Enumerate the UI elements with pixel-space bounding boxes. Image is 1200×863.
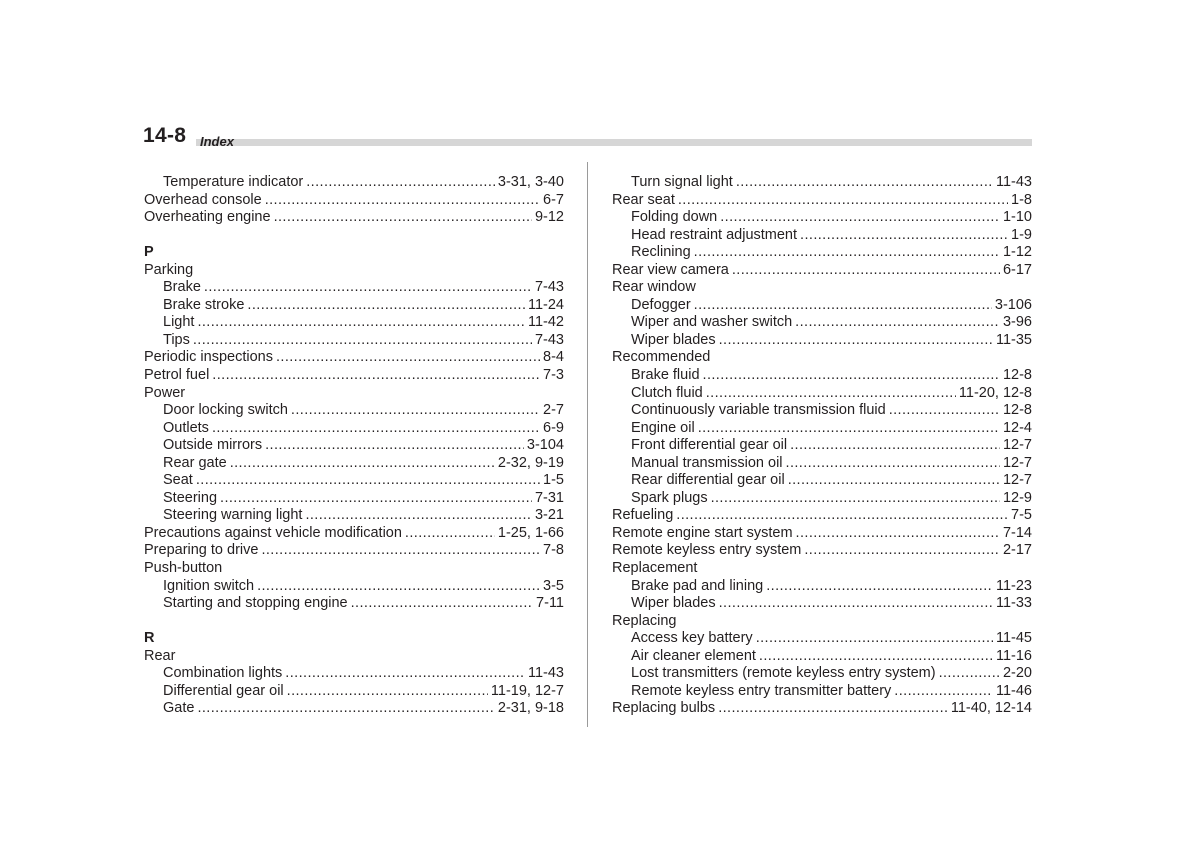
index-subentry — [612, 297, 1032, 315]
index-column-left — [144, 174, 564, 718]
index-spacer — [144, 227, 564, 245]
index-page-ref: 2-20 — [1002, 665, 1032, 682]
index-page-ref: 7-43 — [534, 331, 564, 348]
index-term: Rear differential gear oil — [631, 472, 785, 489]
page-number: 14-8 — [143, 124, 187, 147]
index-page-ref: 12-7 — [1002, 472, 1032, 489]
index-subentry — [612, 314, 1032, 332]
index-page-ref: 3-21 — [534, 507, 564, 524]
index-page-ref: 11-24 — [527, 296, 564, 313]
dot-leader — [230, 455, 495, 473]
index-entry — [144, 209, 564, 227]
dot-leader — [274, 209, 532, 227]
index-term: Brake pad and lining — [631, 577, 764, 594]
index-entry — [612, 279, 1032, 297]
dot-leader — [212, 367, 540, 385]
index-term: Recommended — [612, 349, 711, 366]
index-entry — [144, 367, 564, 385]
index-letter: P — [144, 244, 154, 261]
index-entry — [612, 700, 1032, 718]
index-term: Wiper and washer switch — [631, 314, 793, 331]
index-term: Gate — [163, 700, 195, 717]
dot-leader — [261, 542, 540, 560]
index-term: Refueling — [612, 507, 674, 524]
index-subentry — [144, 700, 564, 718]
section-title: Index — [200, 134, 234, 149]
index-subentry — [144, 332, 564, 350]
dot-leader — [720, 209, 1000, 227]
index-entry — [144, 525, 564, 543]
dot-leader — [291, 402, 540, 420]
index-page-ref: 12-7 — [1002, 454, 1032, 471]
index-entry — [612, 507, 1032, 525]
index-term: Reclining — [631, 244, 691, 261]
index-subentry — [144, 437, 564, 455]
dot-leader — [257, 578, 540, 596]
index-term: Differential gear oil — [163, 682, 284, 699]
index-page-ref: 7-5 — [1011, 507, 1032, 524]
dot-leader — [265, 192, 540, 210]
index-page-ref: 12-8 — [1002, 367, 1032, 384]
index-page-ref: 2-31, 9-18 — [497, 700, 564, 717]
index-subentry — [612, 402, 1032, 420]
index-subentry — [612, 472, 1032, 490]
index-term: Steering warning light — [163, 507, 303, 524]
index-subentry — [144, 665, 564, 683]
index-subentry — [612, 244, 1032, 262]
index-term: Periodic inspections — [144, 349, 273, 366]
index-subentry — [612, 648, 1032, 666]
index-term: Temperature indicator — [163, 174, 304, 190]
index-page-ref: 1-10 — [1002, 209, 1032, 226]
dot-leader — [736, 174, 993, 192]
dot-leader — [711, 490, 1000, 508]
index-page-ref: 11-46 — [995, 682, 1032, 699]
index-page-ref: 11-16 — [995, 647, 1032, 664]
dot-leader — [694, 297, 992, 315]
index-term: Light — [163, 314, 195, 331]
index-entry — [144, 192, 564, 210]
index-page-ref: 7-3 — [543, 367, 564, 384]
dot-leader — [796, 525, 1000, 543]
index-term: Replacement — [612, 560, 698, 577]
index-term: Air cleaner element — [631, 647, 756, 664]
index-page-ref: 9-12 — [534, 209, 564, 226]
dot-leader — [718, 700, 948, 718]
index-entry — [612, 542, 1032, 560]
index-entry — [144, 542, 564, 560]
index-page-ref: 1-8 — [1011, 191, 1032, 208]
index-term: Lost transmitters (remote keyless entry system) — [631, 665, 936, 682]
index-term: Combination lights — [163, 665, 283, 682]
index-term: Access key battery — [631, 630, 753, 647]
dot-leader — [305, 507, 532, 525]
dot-leader — [788, 472, 1000, 490]
index-column-right — [612, 174, 1032, 718]
dot-leader — [220, 490, 532, 508]
index-entry — [612, 525, 1032, 543]
dot-leader — [694, 244, 1000, 262]
dot-leader — [265, 437, 524, 455]
index-term: Spark plugs — [631, 489, 708, 506]
dot-leader — [706, 385, 956, 403]
index-subentry — [612, 385, 1032, 403]
index-subentry — [612, 630, 1032, 648]
index-term: Ignition switch — [163, 577, 255, 594]
index-subentry — [612, 332, 1032, 350]
index-term: Precautions against vehicle modification — [144, 524, 402, 541]
index-term: Remote keyless entry transmitter battery — [631, 682, 892, 699]
index-entry — [144, 262, 564, 280]
index-term: Brake — [163, 279, 201, 296]
dot-leader — [351, 595, 533, 613]
index-term: Wiper blades — [631, 595, 716, 612]
index-page-ref: 1-12 — [1002, 244, 1032, 261]
index-spacer — [144, 613, 564, 631]
index-subentry — [612, 437, 1032, 455]
dot-leader — [196, 472, 540, 490]
dot-leader — [698, 420, 1000, 438]
index-entry — [612, 613, 1032, 631]
index-page-ref: 2-32, 9-19 — [497, 454, 564, 471]
dot-leader — [306, 174, 495, 192]
dot-leader — [800, 227, 1008, 245]
index-subentry — [612, 209, 1032, 227]
dot-leader — [212, 420, 540, 438]
dot-leader — [405, 525, 495, 543]
index-subentry — [612, 595, 1032, 613]
index-page-ref: 7-8 — [543, 542, 564, 559]
index-entry — [144, 349, 564, 367]
index-page-ref: 8-4 — [543, 349, 564, 366]
dot-leader — [795, 314, 1000, 332]
index-page-ref: 3-106 — [994, 296, 1032, 313]
index-term: Replacing — [612, 612, 677, 629]
dot-leader — [756, 630, 993, 648]
index-subentry — [144, 314, 564, 332]
index-page-ref: 7-43 — [534, 279, 564, 296]
index-subentry — [144, 402, 564, 420]
index-term: Parking — [144, 261, 194, 278]
dot-leader — [759, 648, 993, 666]
index-page-ref: 11-43 — [995, 174, 1032, 190]
index-subentry — [144, 595, 564, 613]
index-subentry — [144, 297, 564, 315]
index-page-ref: 7-31 — [534, 489, 564, 506]
index-term: Preparing to drive — [144, 542, 259, 559]
index-term: Rear gate — [163, 454, 227, 471]
index-subentry — [612, 665, 1032, 683]
dot-leader — [678, 192, 1008, 210]
index-page-ref: 11-45 — [995, 630, 1032, 647]
index-term: Outside mirrors — [163, 437, 263, 454]
index-term: Rear window — [612, 279, 696, 296]
index-subentry — [144, 174, 564, 192]
dot-leader — [939, 665, 1000, 683]
index-term: Engine oil — [631, 419, 695, 436]
index-term: Rear seat — [612, 191, 675, 208]
index-page-ref: 2-17 — [1002, 542, 1032, 559]
index-term: Power — [144, 384, 186, 401]
dot-leader — [193, 332, 532, 350]
index-letter-heading — [144, 630, 564, 648]
index-term: Starting and stopping engine — [163, 595, 348, 612]
index-subentry — [144, 279, 564, 297]
index-page-ref: 11-42 — [527, 314, 564, 331]
index-entry — [612, 560, 1032, 578]
index-page-ref: 7-11 — [536, 595, 564, 612]
index-page-ref: 7-14 — [1002, 524, 1032, 541]
index-entry — [144, 385, 564, 403]
index-term: Replacing bulbs — [612, 700, 716, 717]
dot-leader — [719, 332, 993, 350]
index-page-ref: 1-25, 1-66 — [497, 524, 564, 541]
index-term: Remote keyless entry system — [612, 542, 802, 559]
index-entry — [144, 648, 564, 666]
dot-leader — [204, 279, 532, 297]
index-term: Defogger — [631, 296, 691, 313]
index-term: Overhead console — [144, 191, 262, 208]
index-term: Overheating engine — [144, 209, 271, 226]
index-page-ref: 6-17 — [1002, 261, 1032, 278]
dot-leader — [894, 683, 993, 701]
index-entry — [612, 262, 1032, 280]
index-term: Manual transmission oil — [631, 454, 783, 471]
index-subentry — [144, 472, 564, 490]
index-subentry — [612, 420, 1032, 438]
index-page-ref: 11-19, 12-7 — [490, 682, 564, 699]
index-term: Seat — [163, 472, 193, 489]
index-subentry — [612, 490, 1032, 508]
index-letter: R — [144, 630, 155, 647]
dot-leader — [197, 314, 525, 332]
index-term: Brake fluid — [631, 367, 700, 384]
index-term: Push-button — [144, 560, 223, 577]
dot-leader — [287, 683, 488, 701]
dot-leader — [285, 665, 525, 683]
index-page-ref: 11-33 — [995, 595, 1032, 612]
index-page-ref: 12-9 — [1002, 489, 1032, 506]
dot-leader — [804, 542, 1000, 560]
index-term: Petrol fuel — [144, 367, 210, 384]
dot-leader — [247, 297, 525, 315]
index-entry — [612, 349, 1032, 367]
index-subentry — [144, 420, 564, 438]
index-subentry — [612, 455, 1032, 473]
index-term: Continuously variable transmission fluid — [631, 402, 886, 419]
index-subentry — [144, 455, 564, 473]
dot-leader — [276, 349, 540, 367]
index-term: Tips — [163, 331, 190, 348]
index-page-ref: 11-35 — [995, 331, 1032, 348]
index-page-ref: 3-31, 3-40 — [497, 174, 564, 190]
index-term: Head restraint adjustment — [631, 226, 798, 243]
index-subentry — [144, 507, 564, 525]
index-page-ref: 11-40, 12-14 — [950, 700, 1032, 717]
index-subentry — [612, 174, 1032, 192]
index-subentry — [612, 578, 1032, 596]
index-subentry — [612, 367, 1032, 385]
index-page-ref: 3-104 — [526, 437, 564, 454]
index-page-ref: 2-7 — [543, 402, 564, 419]
header-rule — [196, 139, 1032, 146]
index-page-ref: 11-23 — [995, 577, 1032, 594]
index-entry — [144, 560, 564, 578]
index-term: Folding down — [631, 209, 718, 226]
index-page-ref: 12-7 — [1002, 437, 1032, 454]
index-page-ref: 3-5 — [543, 577, 564, 594]
index-page-ref: 11-20, 12-8 — [958, 384, 1032, 401]
dot-leader — [676, 507, 1008, 525]
index-term: Clutch fluid — [631, 384, 703, 401]
index-page-ref: 11-43 — [527, 665, 564, 682]
index-term: Rear view camera — [612, 261, 729, 278]
index-letter-heading — [144, 244, 564, 262]
index-page-ref: 1-5 — [543, 472, 564, 489]
dot-leader — [703, 367, 1000, 385]
index-term: Brake stroke — [163, 296, 245, 313]
index-page-ref: 6-7 — [543, 191, 564, 208]
index-subentry — [144, 683, 564, 701]
index-page-ref: 12-8 — [1002, 402, 1032, 419]
index-page-ref: 1-9 — [1011, 226, 1032, 243]
dot-leader — [766, 578, 993, 596]
column-divider — [587, 162, 588, 727]
index-term: Rear — [144, 647, 176, 664]
dot-leader — [889, 402, 1000, 420]
index-subentry — [144, 578, 564, 596]
index-page-ref: 3-96 — [1002, 314, 1032, 331]
index-term: Steering — [163, 489, 218, 506]
index-entry — [612, 192, 1032, 210]
dot-leader — [197, 700, 494, 718]
dot-leader — [790, 437, 1000, 455]
dot-leader — [732, 262, 1000, 280]
index-term: Turn signal light — [631, 174, 733, 190]
index-term: Remote engine start system — [612, 524, 793, 541]
index-subentry — [612, 683, 1032, 701]
index-term: Door locking switch — [163, 402, 288, 419]
index-term: Front differential gear oil — [631, 437, 788, 454]
index-term: Outlets — [163, 419, 209, 436]
dot-leader — [719, 595, 993, 613]
index-term: Wiper blades — [631, 331, 716, 348]
index-subentry — [612, 227, 1032, 245]
index-subentry — [144, 490, 564, 508]
dot-leader — [786, 455, 1000, 473]
index-page-ref: 12-4 — [1002, 419, 1032, 436]
index-page-ref: 6-9 — [543, 419, 564, 436]
